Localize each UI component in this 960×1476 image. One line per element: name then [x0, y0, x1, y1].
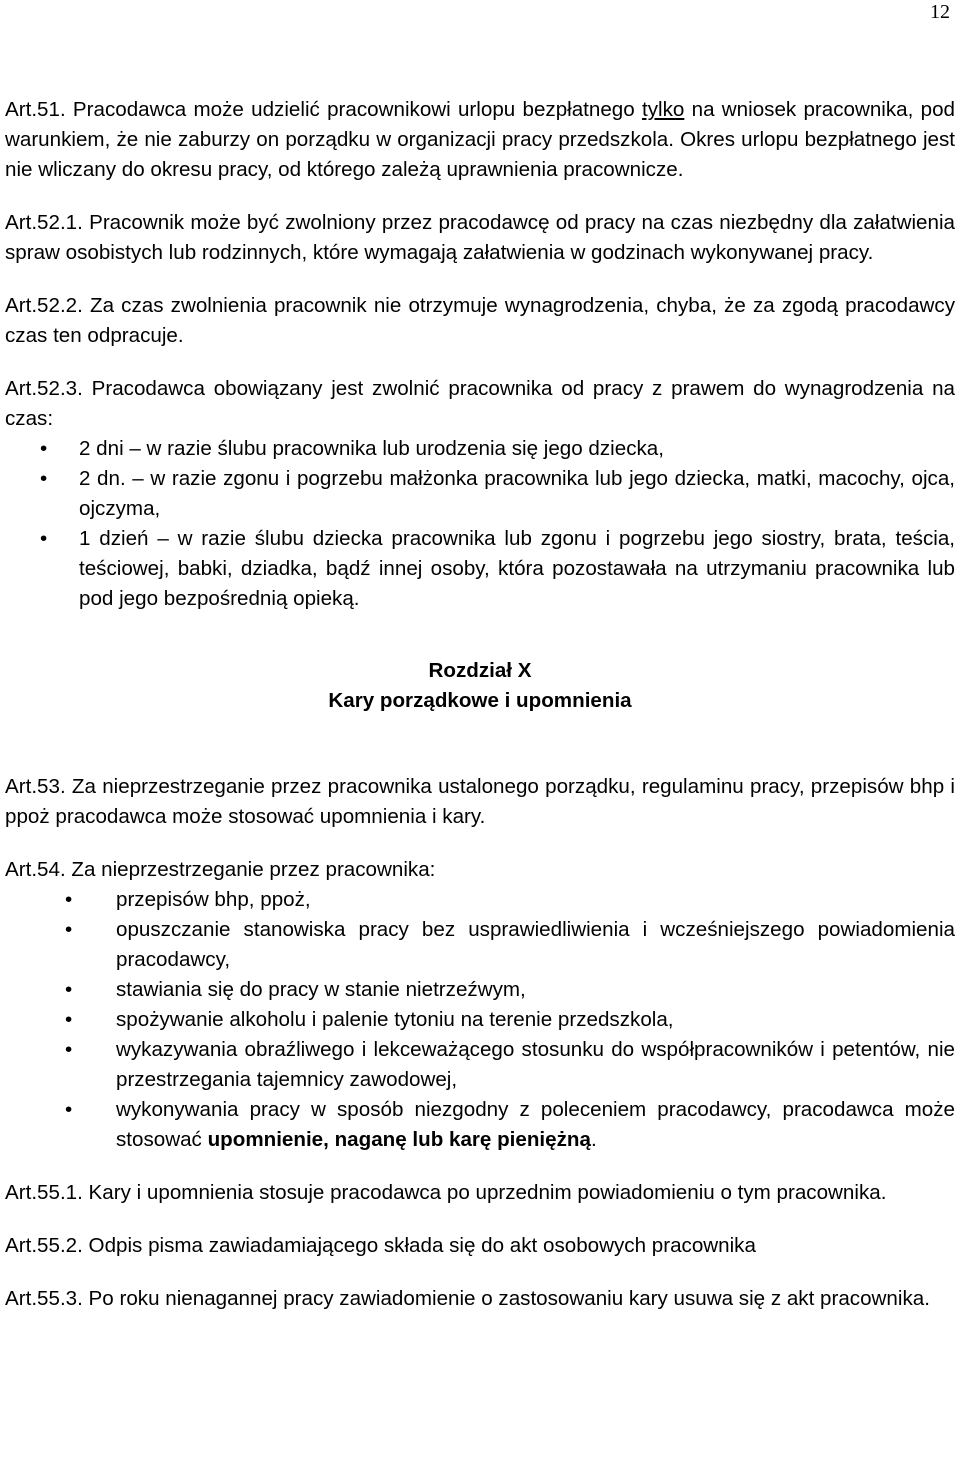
article-55-3: Art.55.3. Po roku nienagannej pracy zawiadomienie o zastosowaniu kary usuwa się z akt pracownika. [5, 1287, 930, 1310]
article-51: Art.51. Pracodawca może udzielić pracownikowi urlopu bezpłatnego tylko na wniosek pracownika, pod warunkiem, że nie zaburzy on porządku w organizacji pracy przedszkola. Okres urlopu bezpłatnego jest nie wliczany do okresu pracy, od którego zależą uprawnienia pracownicze. [5, 98, 955, 181]
list-item: • 2 dn. – w razie zgonu i pogrzebu małżonka pracownika lub jego dziecka, matki, macochy, ojca, ojczyma, [5, 464, 955, 524]
bullet-icon: • [65, 888, 73, 911]
document-body [5, 95, 955, 1337]
article-52-1: Art.52.1. Pracownik może być zwolniony przez pracodawcę od pracy na czas niezbędny dla załatwienia spraw osobistych lub rodzinnych, które wymagają załatwienia w godzinach wykonywanej pracy. [5, 211, 955, 264]
article-53: Art.53. Za nieprzestrzeganie przez pracownika ustalonego porządku, regulaminu pracy, przepisów bhp i ppoż pracodawca może stosować upomnienia i kary. [5, 775, 955, 828]
penalty-types: upomnienie, naganę lub karę pieniężną [207, 1128, 591, 1151]
bullet-icon: • [65, 1008, 73, 1031]
page-number: 12 [930, 1, 950, 23]
article-52-3-intro: Art.52.3. Pracodawca obowiązany jest zwolnić pracownika od pracy z prawem do wynagrodzenia na czas: [5, 377, 955, 430]
article-55-1: Art.55.1. Kary i upomnienia stosuje pracodawca po uprzednim powiadomieniu o tym pracownika. [5, 1181, 887, 1204]
article-54-intro: Art.54. Za nieprzestrzeganie przez pracownika: [5, 858, 436, 881]
article-55-2: Art.55.2. Odpis pisma zawiadamiającego składa się do akt osobowych pracownika [5, 1234, 756, 1257]
article-52-3-list [5, 434, 955, 614]
list-item: • wykazywania obraźliwego i lekceważącego stosunku do współpracowników i petentów, nie przestrzegania tajemnicy zawodowej, [5, 1035, 955, 1095]
list-item: • spożywanie alkoholu i palenie tytoniu na terenie przedszkola, [5, 1005, 955, 1035]
list-item: • wykonywania pracy w sposób niezgodny z poleceniem pracodawcy, pracodawca może stosować upomnienie, naganę lub karę pieniężną. [5, 1095, 955, 1155]
bullet-icon: • [40, 527, 48, 550]
article-52-2: Art.52.2. Za czas zwolnienia pracownik nie otrzymuje wynagrodzenia, chyba, że za zgodą pracodawcy czas ten odpracuje. [5, 294, 955, 347]
list-item: • przepisów bhp, ppoż, [5, 885, 955, 915]
list-item: • 2 dni – w razie ślubu pracownika lub urodzenia się jego dziecka, [5, 434, 955, 464]
bullet-icon: • [40, 467, 48, 490]
bullet-icon: • [40, 437, 48, 460]
list-item: • opuszczanie stanowiska pracy bez usprawiedliwienia i wcześniejszego powiadomienia pracodawcy, [5, 915, 955, 975]
underlined-word: tylko [642, 98, 685, 121]
chapter-title: Kary porządkowe i upomnienia [328, 689, 632, 712]
bullet-icon: • [65, 1038, 73, 1061]
bullet-icon: • [65, 918, 73, 941]
bullet-icon: • [65, 978, 73, 1001]
list-item: • 1 dzień – w razie ślubu dziecka pracownika lub zgonu i pogrzebu jego siostry, brata, teścia, teściowej, babki, dziadka, bądź innej osoby, która pozostawała na utrzymaniu pracownika lub pod jego bezpośrednią opieką. [5, 524, 955, 614]
article-54-list [5, 885, 955, 1155]
bullet-icon: • [65, 1098, 73, 1121]
chapter-heading [5, 656, 955, 716]
list-item: • stawiania się do pracy w stanie nietrzeźwym, [5, 975, 955, 1005]
chapter-number: Rozdział X [428, 659, 532, 682]
